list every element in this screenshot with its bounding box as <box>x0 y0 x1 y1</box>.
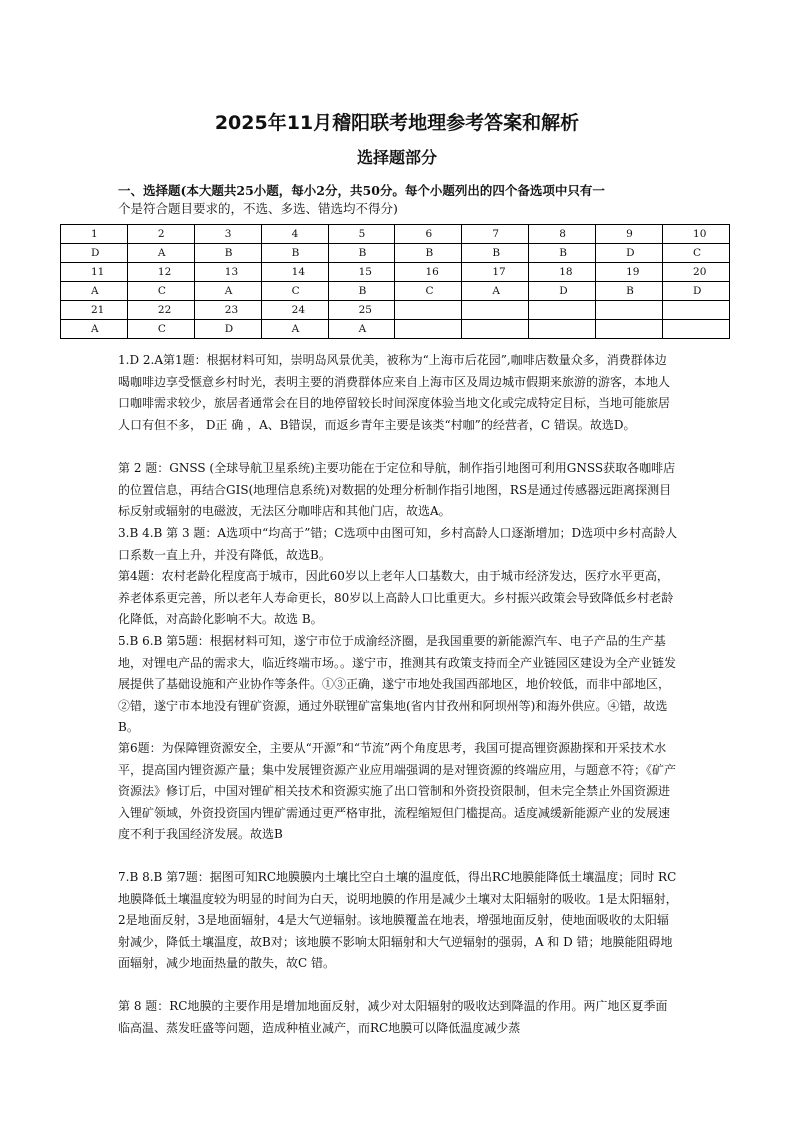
answer-table-cell: 21 <box>61 301 128 320</box>
answer-table-cell <box>663 301 730 320</box>
answer-table-cell: D <box>663 282 730 301</box>
answer-table-cell <box>462 320 529 339</box>
answer-table-cell: A <box>127 244 194 263</box>
paragraph-q5: 5.B 6.B 第5题：根据材料可知，遂宁市位于成渝经济圈，是我国重要的新能源汽车、电子产品的生产基地，对锂电产品的需求大，临近终端市场。。遂宁市，推测其有政策支持而全产业链园区建设为全产业链发展提供了基础设施和产业协作等条件。①③正确，遂宁市地处我国西部地区，地价较低，而非中部地区，②错，遂宁市本地没有锂矿资源，通过外联锂矿富集地(省内甘孜州和阿坝州等)和海外供应。④错，故选B。 <box>118 634 677 734</box>
answer-table-cell: D <box>596 244 663 263</box>
paragraph-q2: 第 2 题：GNSS (全球导航卫星系统)主要功能在于定位和导航，制作指引地图可利用GNSS获取各咖啡店的位置信息，再结合GIS(地理信息系统)对数据的处理分析制作指引地图，RS是通过传感器远距离探测目标反射或辐射的电磁波，无法区分咖啡店和其他门店，故选A。 <box>118 461 676 518</box>
section-heading-line1: 一、选择题(本大题共25小题，每小2分，共50分。每个小题列出的四个备选项中只有一 <box>118 183 605 198</box>
answer-table-cell <box>462 301 529 320</box>
answer-table-cell: A <box>328 320 395 339</box>
answer-table-cell: D <box>194 320 261 339</box>
answer-table-cell: 19 <box>596 263 663 282</box>
answer-table-cell: 22 <box>127 301 194 320</box>
answer-table-cell <box>596 301 663 320</box>
answer-table-cell: B <box>261 244 328 263</box>
paragraph-q8: 第 8 题：RC地膜的主要作用是增加地面反射，减少对太阳辐射的吸收达到降温的作用。两广地区夏季面临高温、蒸发旺盛等问题，造成种植业减产，而RC地膜可以降低温度减少蒸 <box>118 999 668 1035</box>
doc-title: 2025年11月稽阳联考地理参考答案和解析 <box>214 112 580 134</box>
answer-table-cell: C <box>127 320 194 339</box>
answer-table-cell: 20 <box>663 263 730 282</box>
section-heading-line2: 个是符合题目要求的，不选、多选、错选均不得分) <box>118 201 398 216</box>
answer-table-cell: C <box>127 282 194 301</box>
answer-table-cell: 8 <box>529 225 596 244</box>
answer-table-cell: 14 <box>261 263 328 282</box>
answer-table-cell: 2 <box>127 225 194 244</box>
answer-table-cell: B <box>596 282 663 301</box>
answer-table-cell: B <box>194 244 261 263</box>
answer-table-cell: 24 <box>261 301 328 320</box>
answer-table-cell: B <box>462 244 529 263</box>
answer-table-cell: 10 <box>663 225 730 244</box>
answer-table-cell: A <box>61 320 128 339</box>
answer-table-cell: 5 <box>328 225 395 244</box>
answer-table-row <box>61 282 730 301</box>
answer-table-cell: 25 <box>328 301 395 320</box>
answer-table-cell <box>596 320 663 339</box>
answer-table-row <box>61 263 730 282</box>
answer-table-row <box>61 244 730 263</box>
answer-table-cell: 15 <box>328 263 395 282</box>
answer-table-cell: B <box>328 282 395 301</box>
answer-table-cell: 4 <box>261 225 328 244</box>
answer-table-cell: C <box>395 282 462 301</box>
paragraph-q3: 3.B 4.B 第 3 题：A选项中“均高于”错；C选项中由图可知，乡村高龄人口逐渐增加；D选项中乡村高龄人口系数一直上升，并没有降低，故选B。 <box>118 526 678 562</box>
answer-table-row <box>61 320 730 339</box>
answer-table-row <box>61 301 730 320</box>
answer-table-cell: D <box>529 282 596 301</box>
answer-table-cell: A <box>61 282 128 301</box>
answer-table-cell: 18 <box>529 263 596 282</box>
answer-table-cell: B <box>328 244 395 263</box>
answer-table-cell: D <box>61 244 128 263</box>
paragraph-q7: 7.B 8.B 第7题：据图可知RC地膜膜内土壤比空白土壤的温度低，得出RC地膜能降低土壤温度；同时 RC地膜降低土壤温度较为明显的时间为白天，说明地膜的作用是减少土壤对太阳辐射的吸收。1是太阳辐射，2是地面反射，3是地面辐射，4是大气逆辐射。该地膜覆盖在地表，增强地面反射，使地面吸收的太阳辐射减少，降低土壤温度，故B对；该地膜不影响太阳辐射和大气逆辐射的强弱，A 和 D 错；地膜能阻碍地面辐射，减少地面热量的散失，故C 错。 <box>118 870 678 970</box>
answer-table-cell: B <box>529 244 596 263</box>
answer-table-cell: 23 <box>194 301 261 320</box>
answer-table-cell: 9 <box>596 225 663 244</box>
answer-table-cell <box>529 320 596 339</box>
paragraph-q1: 1.D 2.A第1题：根据材料可知，崇明岛风景优美，被称为“上海市后花园”,咖啡店数量众多，消费群体边喝咖啡边享受惬意乡村时光，表明主要的消费群体应来自上海市区及周边城市假期来旅游的游客，本地人口咖啡需求较少，旅居者通常会在目的地停留较长时间深度体验当地文化或完成特定目标，当地可能旅居人口有但不多， D正 确 ，A、B错误，而返乡青年主要是该类“村咖”的经营者，C 错误。故选D。 <box>118 353 671 432</box>
answer-table-cell: 3 <box>194 225 261 244</box>
doc-subtitle: 选择题部分 <box>356 148 437 167</box>
answer-table-cell <box>529 301 596 320</box>
answer-table-cell: C <box>663 244 730 263</box>
answer-table-cell <box>395 301 462 320</box>
section-heading <box>118 182 688 218</box>
answer-table-cell <box>395 320 462 339</box>
answer-table-cell: 13 <box>194 263 261 282</box>
answer-table-cell: 16 <box>395 263 462 282</box>
answer-table-cell: 6 <box>395 225 462 244</box>
answer-table-cell: 11 <box>61 263 128 282</box>
paragraph-q4: 第4题：农村老龄化程度高于城市，因此60岁以上老年人口基数大，由于城市经济发达，医疗水平更高，养老体系更完善，所以老年人寿命更长，80岁以上高龄人口比重更大。乡村振兴政策会导致降低乡村老龄化降低，对高龄化影响不大。故选 B。 <box>118 569 674 626</box>
answer-table <box>60 224 730 339</box>
answer-table-cell: 12 <box>127 263 194 282</box>
answer-table-cell: 1 <box>61 225 128 244</box>
answer-table-cell: 17 <box>462 263 529 282</box>
answer-table-cell <box>663 320 730 339</box>
answer-table-cell: A <box>194 282 261 301</box>
answer-table-cell: A <box>261 320 328 339</box>
answer-table-cell: A <box>462 282 529 301</box>
paragraph-q6: 第6题：为保障锂资源安全，主要从“开源”和“节流”两个角度思考，我国可提高锂资源勘探和开采技术水平，提高国内锂资源产量；集中发展锂资源产业应用端强调的是对锂资源的终端应用，与题意不符；《矿产资源法》修订后，中国对锂矿相关技术和资源实施了出口管制和外资投资限制，但未完全禁止外国资源进入锂矿领域，外资投资国内锂矿需通过更严格审批，流程缩短但门槛提高。适度减缓新能源产业的发展速度不利于我国经济发展。故选B <box>118 741 677 841</box>
answer-table-cell: 7 <box>462 225 529 244</box>
answer-table-cell: B <box>395 244 462 263</box>
answer-table-cell: C <box>261 282 328 301</box>
answer-table-row <box>61 225 730 244</box>
